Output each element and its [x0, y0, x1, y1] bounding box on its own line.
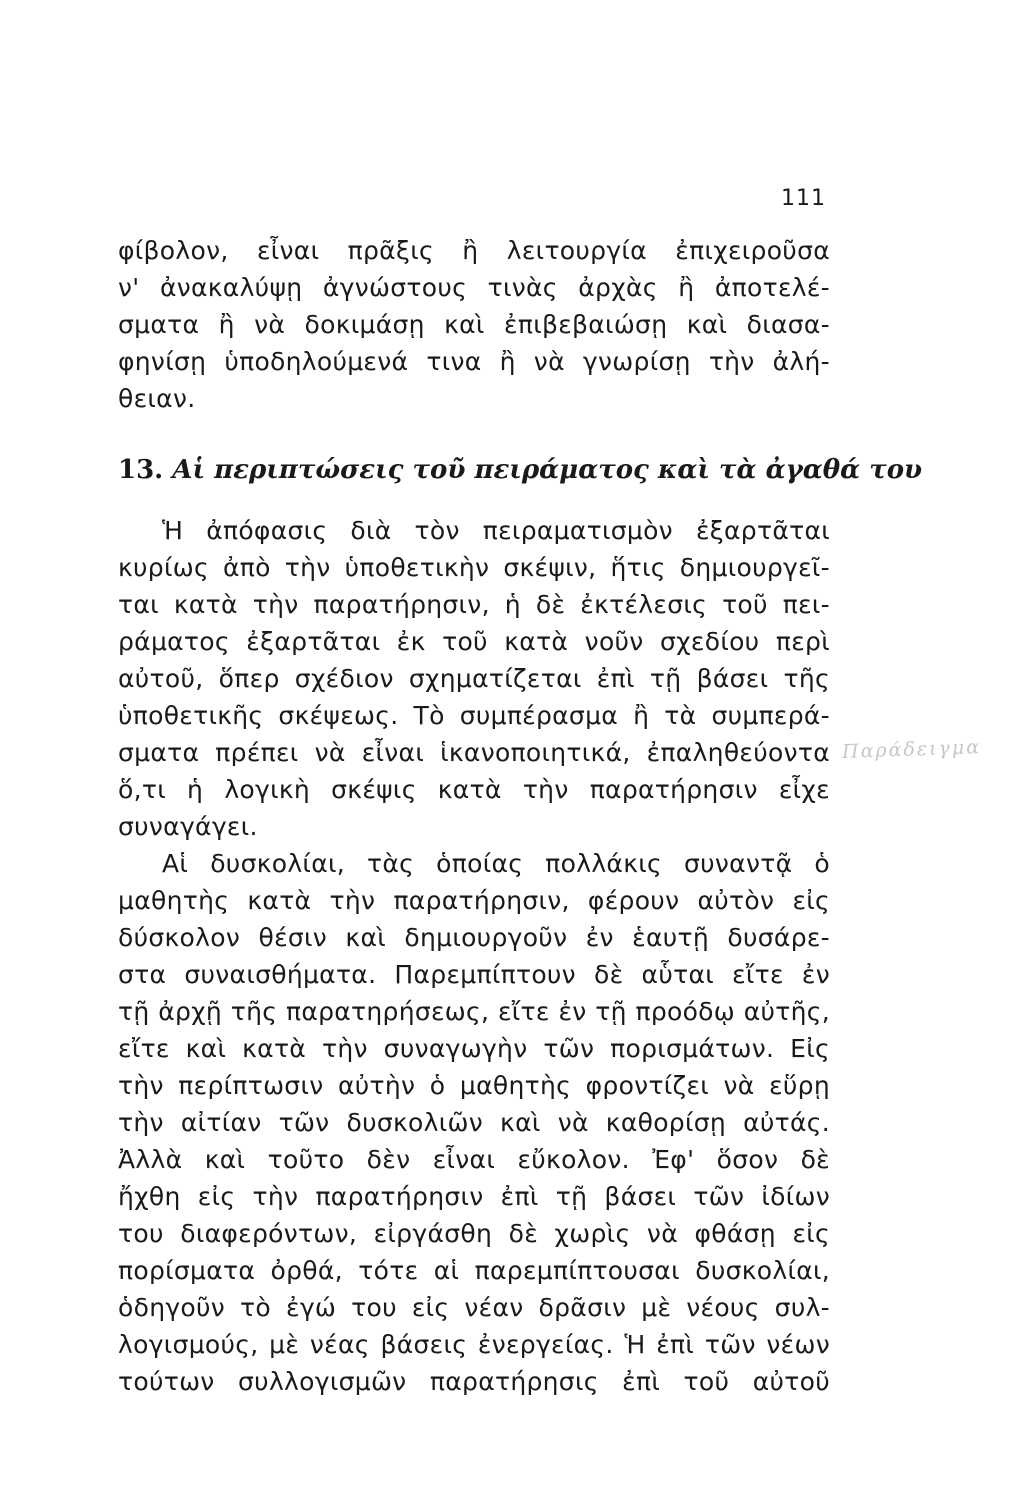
- text-line: δύσκολον θέσιν καὶ δημιουργοῦν ἐν ἑαυτῇ δυσάρε-: [118, 923, 830, 952]
- text-line: θειαν.: [118, 384, 196, 413]
- paragraph-1: [118, 232, 830, 417]
- text-line: πορίσματα ὀρθά, τότε αἱ παρεμπίπτουσαι δυσκολίαι,: [118, 1256, 830, 1285]
- text-line: τούτων συλλογισμῶν παρατήρησις ἐπὶ τοῦ αὐτοῦ: [118, 1367, 830, 1396]
- section-number: 13.: [118, 455, 164, 485]
- text-line: μαθητὴς κατὰ τὴν παρατήρησιν, φέρουν αὐτὸν εἰς: [118, 886, 830, 915]
- text-line: σματα πρέπει νὰ εἶναι ἱκανοποιητικά, ἐπαληθεύοντα: [118, 738, 830, 767]
- text-line: λογισμούς, μὲ νέας βάσεις ἐνεργείας. Ἡ ἐπὶ τῶν νέων: [118, 1330, 830, 1359]
- section-title: Αἱ περιπτώσεις τοῦ πειράματος καὶ τὰ ἀγαθά του: [172, 455, 923, 485]
- text-line: τὴν αἰτίαν τῶν δυσκολιῶν καὶ νὰ καθορίσῃ αὐτάς.: [118, 1108, 830, 1137]
- text-line: ράματος ἐξαρτᾶται ἐκ τοῦ κατὰ νοῦν σχεδίου περὶ: [118, 627, 830, 656]
- paragraph-3: [118, 845, 830, 1400]
- text-line: φηνίσῃ ὑποδηλούμενά τινα ἢ νὰ γνωρίσῃ τὴν ἀλή-: [118, 347, 830, 376]
- text-line: Ἀλλὰ καὶ τοῦτο δὲν εἶναι εὔκολον. Ἐφ' ὅσον δὲ: [118, 1145, 830, 1174]
- text-line: ὁδηγοῦν τὸ ἐγώ του εἰς νέαν δρᾶσιν μὲ νέους συλ-: [118, 1293, 830, 1322]
- text-line: κυρίως ἀπὸ τὴν ὑποθετικὴν σκέψιν, ἥτις δημιουργεῖ-: [118, 553, 830, 582]
- text-line: φίβολον, εἶναι πρᾶξις ἢ λειτουργία ἐπιχειροῦσα: [118, 236, 830, 265]
- text-line: αὐτοῦ, ὅπερ σχέδιον σχηματίζεται ἐπὶ τῇ βάσει τῆς: [118, 664, 830, 693]
- text-line: τῇ ἀρχῇ τῆς παρατηρήσεως, εἴτε ἐν τῇ προόδῳ αὐτῆς,: [118, 997, 830, 1026]
- text-line: σματα ἢ νὰ δοκιμάσῃ καὶ ἐπιβεβαιώσῃ καὶ διασα-: [118, 310, 830, 339]
- handwritten-margin-note: Παράδειγμα: [841, 736, 982, 763]
- text-line: στα συναισθήματα. Παρεμπίπτουν δὲ αὗται εἴτε ἐν: [118, 960, 830, 989]
- text-line: ἤχθη εἰς τὴν παρατήρησιν ἐπὶ τῇ βάσει τῶν ἰδίων: [118, 1182, 830, 1211]
- text-line: ὅ,τι ἡ λογικὴ σκέψις κατὰ τὴν παρατήρησιν εἶχε: [118, 775, 830, 804]
- text-line: ὑποθετικῆς σκέψεως. Τὸ συμπέρασμα ἢ τὰ συμπερά-: [118, 701, 830, 730]
- text-line: ται κατὰ τὴν παρατήρησιν, ἡ δὲ ἐκτέλεσις τοῦ πει-: [118, 590, 830, 619]
- page-number: 111: [781, 186, 826, 211]
- text-line: Ἡ ἀπόφασις διὰ τὸν πειραματισμὸν ἐξαρτᾶται: [162, 516, 830, 545]
- paragraph-2: [118, 512, 830, 845]
- section-heading: [118, 448, 923, 492]
- text-line: εἴτε καὶ κατὰ τὴν συναγωγὴν τῶν πορισμάτων. Εἰς: [118, 1034, 830, 1063]
- text-line: Αἱ δυσκολίαι, τὰς ὁποίας πολλάκις συναντᾷ ὁ: [162, 849, 830, 878]
- text-line: συναγάγει.: [118, 812, 258, 841]
- text-line: ν' ἀνακαλύψῃ ἀγνώστους τινὰς ἀρχὰς ἢ ἀποτελέ-: [118, 273, 830, 302]
- text-line: του διαφερόντων, εἰργάσθη δὲ χωρὶς νὰ φθάσῃ εἰς: [118, 1219, 830, 1248]
- text-line: τὴν περίπτωσιν αὐτὴν ὁ μαθητὴς φροντίζει νὰ εὕρῃ: [118, 1071, 830, 1100]
